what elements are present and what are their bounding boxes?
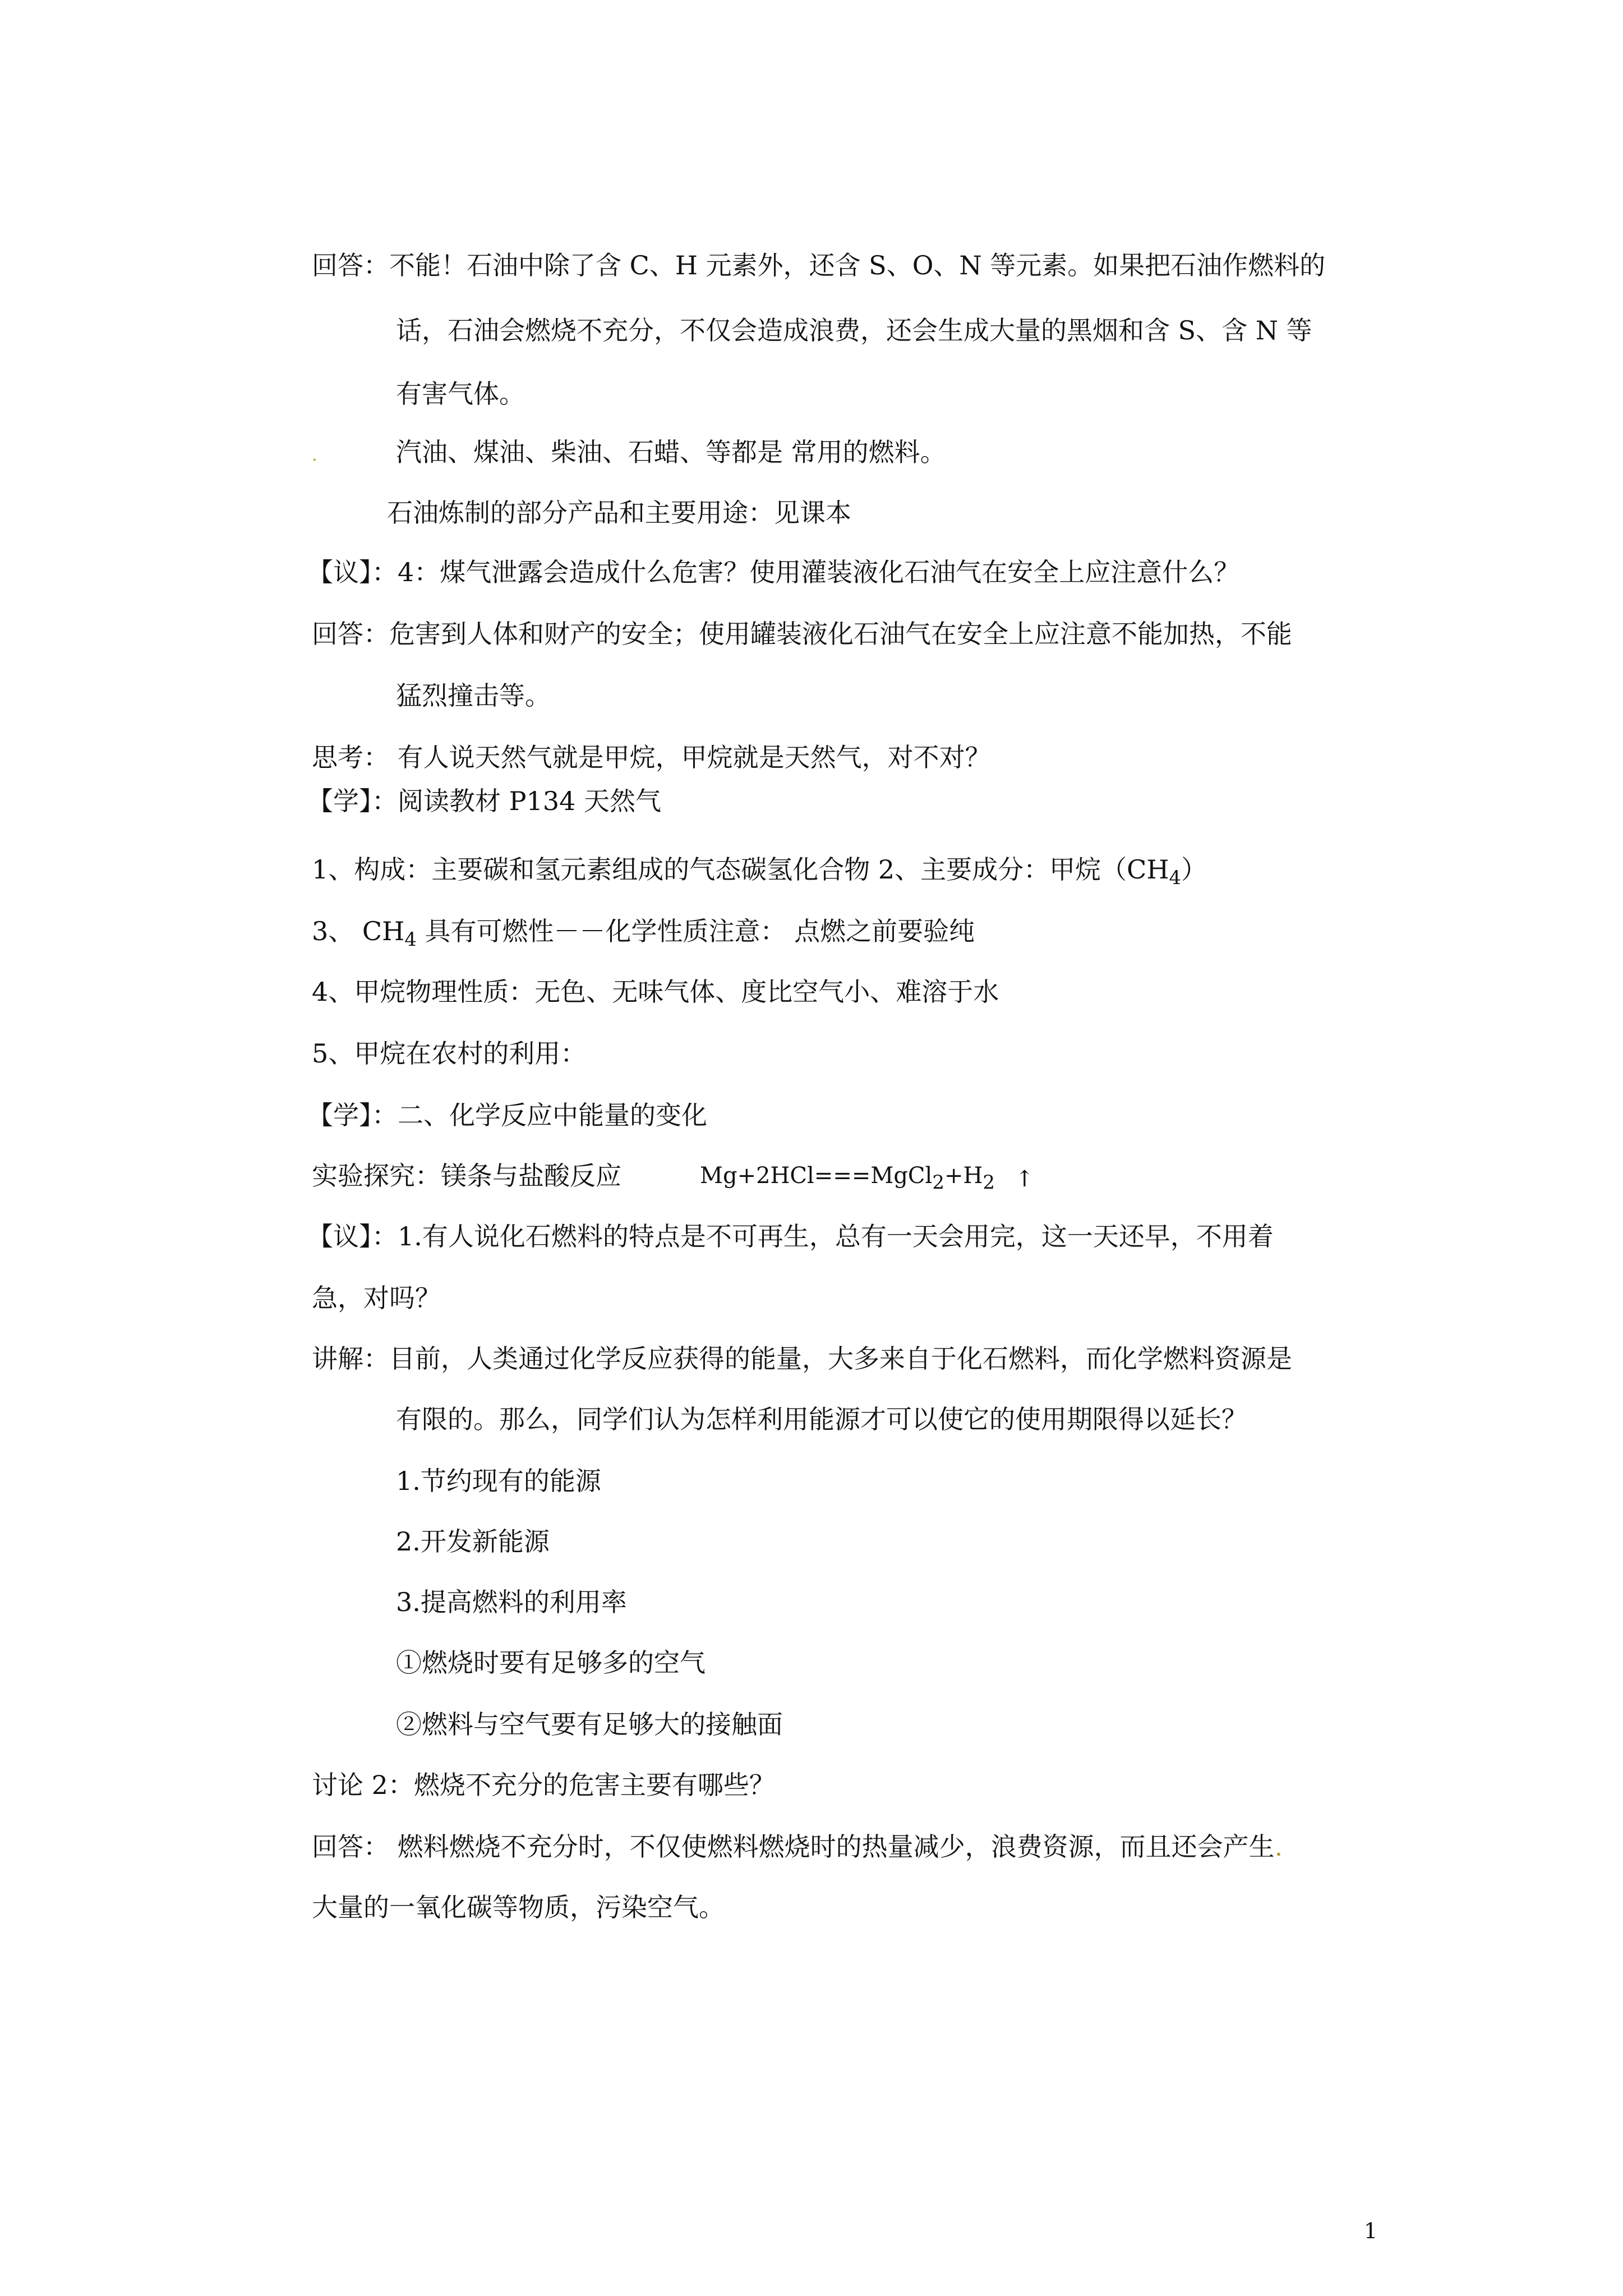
physical-properties-line: 4、甲烷物理性质：无色、无味气体、度比空气小、难溶于水	[312, 977, 999, 1007]
answer-3-line-2: 大量的一氧化碳等物质，污染空气。	[312, 1892, 725, 1922]
measure-3: 3.提高燃料的利用率	[396, 1587, 627, 1617]
measure-3-point-2: ②燃料与空气要有足够大的接触面	[396, 1709, 783, 1740]
stray-dot: .	[1274, 1832, 1283, 1862]
measure-1: 1.节约现有的能源	[396, 1466, 601, 1496]
experiment-label: 实验探究：镁条与盐酸反应	[312, 1161, 621, 1191]
rural-use-line: 5、甲烷在农村的利用：	[312, 1038, 587, 1069]
discussion-2-line: 讨论 2：燃烧不充分的危害主要有哪些？	[312, 1770, 775, 1800]
h2-subscript: 2	[983, 1171, 995, 1194]
ch4-subscript: 4	[1169, 867, 1182, 889]
study-natural-gas: 【学】：阅读教材 P134 天然气	[307, 786, 661, 816]
page-number: 1	[1364, 2219, 1378, 2243]
flammability-line	[312, 914, 975, 951]
discuss-1-line-1: 【议】：1.有人说化石燃料的特点是不可再生，总有一天会用完，这一天还早，不用着	[307, 1221, 1274, 1251]
cl2-subscript: 2	[932, 1171, 944, 1194]
closing-paren: ）	[1181, 854, 1207, 885]
discuss-1-line-2: 急，对吗？	[312, 1283, 441, 1313]
composition-text: 1、构成：主要碳和氢元素组成的气态碳氢化合物 2、主要成分：甲烷（CH	[312, 854, 1169, 885]
answer-1-line-2: 话，石油会燃烧不充分，不仅会造成浪费，还会生成大量的黑烟和含 S、含 N 等	[396, 315, 1312, 346]
refining-line: 石油炼制的部分产品和主要用途：见课本	[387, 498, 851, 528]
ch4-subscript: 4	[404, 928, 417, 951]
reaction-equation	[700, 1159, 1034, 1193]
fuels-line: 汽油、煤油、柴油、石蜡、等都是 常用的燃料。	[396, 437, 946, 467]
flammability-text: 具有可燃性－－化学性质注意： 点燃之前要验纯	[416, 916, 975, 946]
gas-up-arrow-icon: ↑	[1015, 1166, 1034, 1192]
thinking-line: 思考： 有人说天然气就是甲烷，甲烷就是天然气，对不对？	[312, 742, 991, 772]
study-energy-change: 【学】：二、化学反应中能量的变化	[307, 1100, 707, 1130]
answer-1-line-1: 回答：不能！石油中除了含 C、H 元素外，还含 S、O、N 等元素。如果把石油作燃料的	[312, 250, 1326, 280]
answer-3-line-1	[312, 1830, 1283, 1864]
measure-3-point-1: ①燃烧时要有足够多的空气	[396, 1648, 706, 1678]
measure-2: 2.开发新能源	[396, 1526, 550, 1557]
answer-1-line-3: 有害气体。	[396, 379, 525, 409]
discuss-4-line: 【议】：4：煤气泄露会造成什么危害？使用灌装液化石油气在安全上应注意什么？	[307, 557, 1240, 587]
stray-dot: .	[312, 445, 317, 465]
answer-3-text: 回答： 燃料燃烧不充分时，不仅使燃料燃烧时的热量减少，浪费资源，而且还会产生	[312, 1832, 1275, 1862]
lecture-line-1: 讲解：目前，人类通过化学反应获得的能量，大多来自于化石燃料，而化学燃料资源是	[312, 1343, 1292, 1374]
answer-2-line-2: 猛烈撞击等。	[396, 680, 551, 711]
lecture-line-2: 有限的。那么，同学们认为怎样利用能源才可以使它的使用期限得以延长？	[396, 1404, 1247, 1434]
equation-part-1: Mg+2HCl===MgCl	[700, 1163, 933, 1189]
flammability-prefix: 3、 CH	[312, 916, 405, 946]
answer-2-line-1: 回答：危害到人体和财产的安全；使用罐装液化石油气在安全上应注意不能加热，不能	[312, 619, 1292, 649]
equation-part-2: +H	[944, 1163, 983, 1189]
composition-line	[312, 853, 1207, 889]
